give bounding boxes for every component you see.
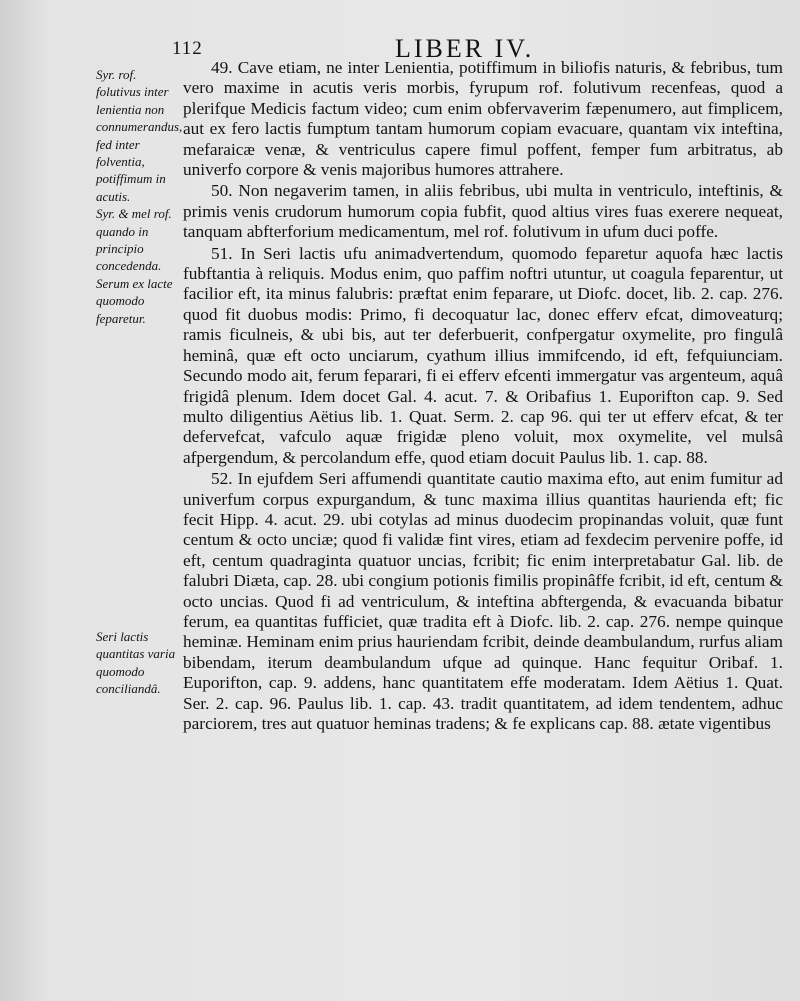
margin-note: Seri lactis quantitas varia quomodo conciliandâ. [96,629,176,697]
paragraph [183,469,783,734]
page-number: 112 [172,38,203,59]
paragraph-text: In ejufdem Seri affumendi quantitate cautio maxima efto, aut enim fumitur ad univerfum corpus expurgandum, & tunc maxima illius quantitas haurienda eft; fic fecit Hipp. 4. acut. 29. ubi cotylas ad minus duodecim propinandas voluit, quæ funt centum & octo unciæ; quod fi validæ fint vires, etiam ad fexdecim pervenire poffe, id eft, centum quadraginta quatuor uncias, fcribit; fic enim interpretabatur Gal. lib. de falubri Diæta, cap. 28. ubi congium potionis fimilis propinâffe fcribit, id eft, centum & octo uncias. Quod fi ad ventriculum, & inteftina abftergenda, & evacuanda bibatur ferum, ea quantitas fufficiet, quæ tradita eft à Diofc. lib. 2. cap. 276. nempe quinque heminæ. Heminam enim prius hauriendam fcribit, deinde deambulandum, rurfus aliam bibendam, iterum deambulandum ufque ad quinque. Hanc fequitur Oribaf. 1. Euporifton, cap. 9. addens, hanc quantitatem effe moderatam. Idem Aëtius 1. Quat. Ser. 2. cap. 96. Paulus lib. 1. cap. 43. tradit quantitatem, ad idem tendentem, adhuc parciorem, tres aut quatuor heminas tradens; & fe explicans cap. 88. ætate vigentibus [183,469,783,733]
running-head: LIBER IV. [395,34,535,63]
paragraph-number: 51. [211,243,233,263]
margin-note: Serum ex lacte quomodo feparetur. [96,275,173,326]
margin-notes-top [96,66,183,327]
paragraph-text: Cave etiam, ne inter Lenientia, potiffimum in biliofis naturis, & febribus, tum vero maxime in acutis veris morbis, fyrupum rof. folutivum recenfeas, quod a plerifque Medicis factum video; cum enim obfervaverim fæpenumero, aut fimplicem, aut ex fero lactis fumptum tantam humorum copiam evacuare, quantam vix inteftina, mefaraicæ venæ, & ventriculus capere fimul poffent, femper fum arbitratus, ab univerfo corpore & venis majoribus humores attrahere. [183,58,784,180]
paragraph [183,181,783,242]
margin-note: Syr. & mel rof. quando in principio concedenda. [96,206,172,274]
paragraph-text: Non negaverim tamen, in aliis febribus, ubi multa in ventriculo, inteftinis, & primis venis crudorum humorum copia fubfit, quod altius vires fuas exerere nequeat, tanquam abfterforium medicamentum, mel rof. folutivum in ufum duci poffe. [183,181,783,242]
margin-note: Syr. rof. folutivus inter lenientia non connumerandus, fed inter folventia, potiffimum in acutis. [96,67,183,204]
paragraph-number: 50. [211,181,233,201]
paragraph-number: 49. [211,58,233,77]
paragraph [183,244,783,468]
main-text [183,58,783,734]
paragraph [183,58,783,180]
margin-notes-bottom [96,628,180,698]
paragraph-number: 52. [211,469,233,489]
paragraph-text: In Seri lactis ufu animadvertendum, quomodo feparetur aquofa hæc lactis fubftantia à reliquis. Modus enim, quo paffim noftri utuntur, ut coagula feparentur, ut facilior eft, ita minus falubris: præftat enim feparare, ut Diofc. docet, lib. 2. cap. 276. quod fit duobus modis: Primo, fi decoquatur lac, donec efferv efcat, dimoveaturq; ramis ficulneis, & ubi bis, aut ter deferbuerit, confpergatur oxymelite, pro fingulâ heminâ, quæ eft octo unciarum, cyathum illius immifcendo, id eft, fefquiunciam. Secundo modo ait, ferum feparari, fi ei efferv efcenti immergatur vas argenteum, aquâ frigidâ plenum. Idem docet Gal. 4. acut. 7. & Oribafius 1. Euporifton cap. 9. Sed multo diligentius Aëtius lib. 1. Quat. Serm. 2. cap 96. qui ter ut efferv efcat, & ter defervefcat, vafculo aquæ frigidæ pleno voluit, mox oxymelite, vel mulsâ afpergendum, & percolandum effe, quod etiam docuit Paulus lib. 1. cap. 88. [183,243,783,467]
